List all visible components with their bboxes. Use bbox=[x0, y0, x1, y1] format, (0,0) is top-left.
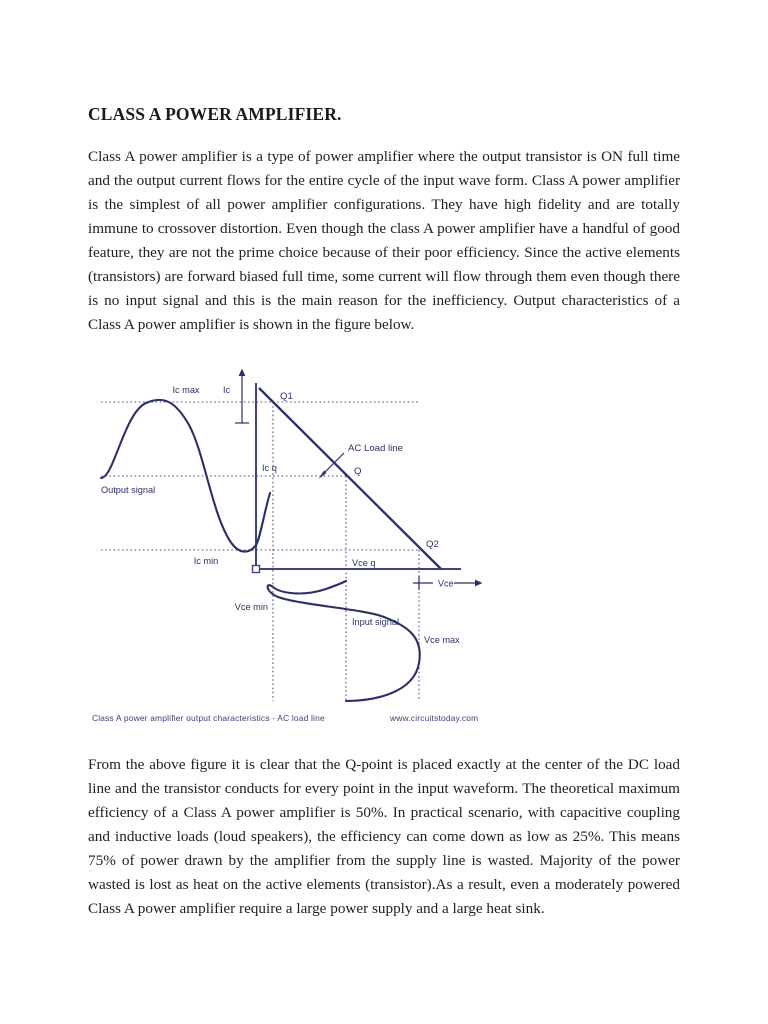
ac-load-line-label: AC Load line bbox=[348, 443, 403, 455]
ic-q-label: Ic q bbox=[262, 463, 277, 474]
q2-point-label: Q2 bbox=[426, 539, 439, 551]
q-point-label: Q bbox=[354, 466, 362, 478]
figure-source-url: www.circuitstoday.com bbox=[390, 713, 479, 724]
input-signal-waveform bbox=[268, 581, 420, 701]
paragraph-conclusion: From the above figure it is clear that the Q-point is placed exactly at the center of the DC load line and the transistor conducts for every point in the input waveform. The theoretical maximum efficiency of a Class A power amplifier is 50%. In practical scenario, with capacitive coupling and inductive loads (loud speakers), the efficiency can come down as low as 25%. This means 75% of power drawn by the amplifier from the supply line is wasted. Majority of the power wasted is lost as heat on the active elements (transistor).As a result, even a moderately powered Class A power amplifier require a large power supply and a large heat sink. bbox=[88, 756, 680, 918]
figure-caption-text: Class A power amplifier output characteristics - AC load line bbox=[92, 713, 325, 724]
q1-point-label: Q1 bbox=[280, 391, 293, 403]
figure-caption bbox=[92, 713, 672, 723]
ac-load-line-leader-icon bbox=[319, 453, 345, 479]
vce-q-label: Vce q bbox=[352, 558, 376, 569]
page-title: CLASS A POWER AMPLIFIER. bbox=[88, 104, 342, 124]
ic-min-label: Ic min bbox=[193, 556, 219, 567]
origin-marker bbox=[253, 566, 260, 573]
document-content bbox=[88, 104, 680, 921]
output-characteristics-chart bbox=[88, 353, 680, 723]
level-gridlines bbox=[101, 402, 419, 550]
vce-max-label: Vce max bbox=[424, 635, 460, 646]
ac-load-line bbox=[259, 388, 441, 569]
vce-axis-label: Vce bbox=[438, 578, 454, 589]
paragraph-intro: Class A power amplifier is a type of power amplifier where the output transistor is ON full time and the output current flows for the entire cycle of the input wave form. Class A power amplifier is the simplest of all power amplifier configurations. They have high fidelity and are totally immune to crossover distortion. Even though the class A power amplifier have a handful of good feature, they are not the prime choice because of their poor efficiency. Since the active elements (transistors) are forward biased full time, some current will flow through them even though there is no input signal and this is the main reason for the inefficiency. Output characteristics of a Class A power amplifier is shown in the figure below. bbox=[88, 148, 680, 334]
output-signal-label: Output signal bbox=[101, 485, 156, 496]
input-signal-label: Input signal bbox=[352, 617, 399, 628]
ic-max-label: Ic max bbox=[172, 385, 200, 396]
ic-dimension-arrow-icon bbox=[235, 369, 249, 424]
ic-axis-label: Ic bbox=[222, 385, 230, 396]
vce-min-label: Vce min bbox=[234, 602, 268, 613]
figure-class-a-output-characteristics bbox=[88, 353, 680, 739]
